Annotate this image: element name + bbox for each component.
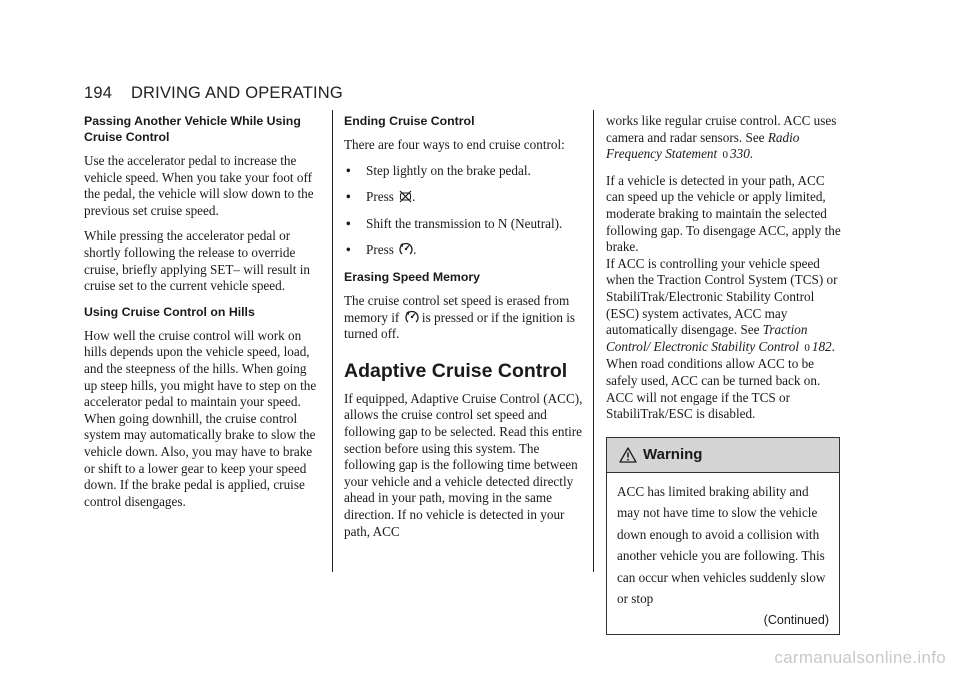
acc-text: works like regular cruise control. ACC uses camera and radar sensors. See bbox=[606, 113, 837, 145]
page-ref-arrow: 0 bbox=[722, 149, 728, 162]
ending-list bbox=[344, 163, 588, 259]
running-header bbox=[84, 84, 343, 103]
acc-paragraph: If equipped, Adaptive Cruise Control (ACC), allows the cruise control set speed and following gap to be selected. Read this entire section before using this system. The following gap is the following time between your vehicle and a vehicle detected directly ahead in your path, moving in the same direction. If no vehicle is detected in your path, ACC bbox=[344, 390, 583, 539]
column-1 bbox=[84, 113, 320, 519]
erasing-text-suffix: is pressed or if the ignition is turned off. bbox=[344, 309, 576, 342]
warning-box bbox=[606, 437, 840, 635]
warning-title: Warning bbox=[643, 446, 703, 464]
continued-label: (Continued) bbox=[763, 612, 829, 627]
warning-header bbox=[607, 438, 839, 473]
hills-paragraph: How well the cruise control will work on hills depends upon the vehicle speed, load, and the steepness of the hills. When going up steep hills, you might have to step on the accelerator pedal to maintain your speed. When going downhill, the cruise control system may automatically brake to slow the vehicle down. Also, you may have to brake or shift to a lower gear to keep your speed down. If the brake pedal is applied, cruise control disengages. bbox=[84, 327, 317, 509]
acc-continued-paragraph bbox=[606, 113, 842, 164]
hills-heading: Using Cruise Control on Hills bbox=[84, 304, 255, 319]
erasing-paragraph bbox=[344, 293, 588, 343]
sentence-end: . bbox=[749, 146, 754, 162]
page-ref-arrow: 0 bbox=[804, 341, 810, 354]
warning-triangle-icon bbox=[619, 447, 637, 463]
cancel-icon bbox=[399, 190, 412, 203]
bullet: • bbox=[346, 162, 351, 178]
acc-detail-paragraph bbox=[606, 173, 842, 423]
page-ref-number[interactable]: 182 bbox=[811, 338, 832, 354]
passing-paragraph-1: Use the accelerator pedal to increase the vehicle speed. When you take your foot off the pedal, the vehicle will slow down to the previous set cruise speed. bbox=[84, 153, 314, 218]
column-3 bbox=[606, 113, 842, 635]
radio-frequency-link[interactable]: Radio Frequency Statement bbox=[606, 129, 800, 162]
traction-control-link[interactable]: Traction Control/ Electronic Stability Control bbox=[606, 322, 808, 354]
bullet: • bbox=[346, 189, 351, 205]
passing-paragraph-2: While pressing the accelerator pedal or shortly following the release to override cruise, briefly applying SET– will result in cruise set to the current vehicle speed. bbox=[84, 228, 310, 294]
column-divider-2 bbox=[593, 110, 594, 572]
list-item-suffix: . bbox=[413, 242, 417, 258]
list-item-text: Step lightly on the brake pedal. bbox=[366, 162, 531, 178]
cruise-on-off-icon bbox=[399, 242, 413, 256]
list-item bbox=[344, 216, 588, 233]
acc-detail-a: If a vehicle is detected in your path, ACC can speed up the vehicle or apply limited, moderate braking to maintain the selected following gap. To disengage ACC, apply the brake. bbox=[606, 172, 841, 255]
erasing-heading: Erasing Speed Memory bbox=[344, 269, 480, 284]
warning-text: ACC has limited braking ability and may not have time to slow the vehicle down enough to avoid a collision with another vehicle you are following. This can occur when vehicles suddenly slow or stop bbox=[617, 483, 826, 607]
cruise-on-off-icon bbox=[405, 310, 419, 324]
list-item bbox=[344, 163, 588, 180]
acc-heading: Adaptive Cruise Control bbox=[344, 359, 568, 382]
erasing-text-prefix: The cruise control set speed is erased from memory if bbox=[344, 292, 570, 325]
acc-detail-b: If ACC is controlling your vehicle speed when the Traction Control System (TCS) or StabiliTrak/Electronic Stability Control (ESC) system activates, ACC may automatically disengage. See bbox=[606, 255, 838, 338]
bullet: • bbox=[346, 242, 351, 258]
column-divider-1 bbox=[332, 110, 333, 572]
page-ref-number[interactable]: 330 bbox=[730, 146, 750, 162]
list-item-text: Shift the transmission to N (Neutral). bbox=[366, 215, 563, 231]
passing-heading: Passing Another Vehicle While Using Cruise Control bbox=[84, 114, 301, 144]
list-item-suffix: . bbox=[412, 189, 416, 205]
ending-heading: Ending Cruise Control bbox=[344, 114, 475, 128]
list-item-text: Press bbox=[366, 242, 394, 258]
warning-body bbox=[607, 473, 839, 634]
section-title: DRIVING AND OPERATING bbox=[130, 84, 343, 102]
acc-detail-c: . When road conditions allow ACC to be safely used, ACC can be turned back on. ACC will not engage if the TCS or StabiliTrak/ESC is disabled. bbox=[606, 338, 835, 422]
ending-intro: There are four ways to end cruise control: bbox=[344, 137, 565, 152]
bullet: • bbox=[346, 215, 351, 231]
page-number: 194 bbox=[84, 84, 113, 102]
watermark: carmanualsonline.info bbox=[774, 648, 946, 667]
list-item bbox=[344, 242, 588, 259]
list-item bbox=[344, 189, 588, 206]
column-2 bbox=[344, 113, 588, 549]
list-item-text: Press bbox=[366, 189, 394, 205]
